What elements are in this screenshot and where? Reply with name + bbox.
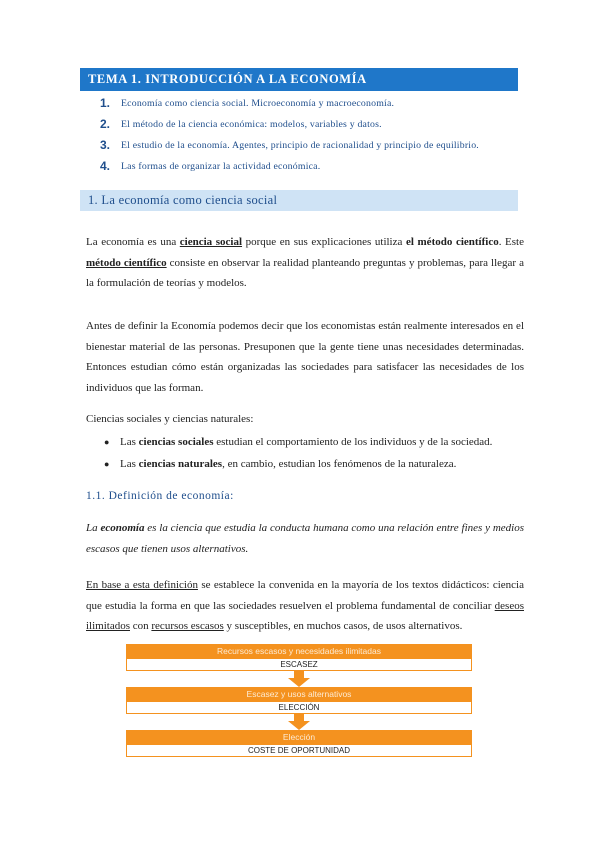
text-run: y susceptibles, en muchos casos, de usos alternativos. [223, 620, 463, 632]
text-run: Las [120, 458, 139, 470]
text-run: La [86, 522, 101, 534]
diagram-step-label: Elección [126, 730, 472, 744]
down-arrow-icon [126, 671, 472, 687]
term-scientific-method-underlined: método científico [86, 256, 167, 269]
toc-text: Las formas de organizar la actividad económica. [121, 161, 321, 172]
term-social-science: ciencia social [179, 236, 243, 248]
toc-number: 1. [100, 96, 111, 110]
section-heading: 1. La economía como ciencia social [80, 190, 518, 211]
text-run: . Este [498, 236, 524, 248]
text-run: porque en sus explicaciones utiliza [242, 236, 406, 248]
text-run: se establece la convenida en la mayoría de los textos didácticos: ciencia que estudia la forma en que las sociedades resuelven el problema fundamental de conciliar [86, 579, 524, 612]
bullet-icon: ● [104, 437, 110, 447]
definition-paragraph [86, 518, 524, 559]
scarcity-flow-diagram [126, 644, 472, 757]
toc-text: Economía como ciencia social. Microeconomía y macroeconomía. [121, 98, 395, 109]
list-item [104, 453, 524, 475]
paragraph-social-science [86, 232, 524, 294]
paragraph-sciences-intro: Ciencias sociales y ciencias naturales: [86, 413, 254, 425]
diagram-step-label: Recursos escasos y necesidades ilimitadas [126, 644, 472, 658]
toc-item [100, 139, 520, 160]
diagram-step-result: ESCASEZ [126, 658, 472, 671]
list-text [120, 453, 456, 475]
text-run: es la ciencia que estudia la conducta humana como una relación entre fines y medios escasos que tienen usos alternativos. [86, 522, 524, 555]
sciences-list [104, 431, 524, 475]
toc-number: 3. [100, 138, 111, 152]
toc-text: El estudio de la economía. Agentes, principio de racionalidad y principio de equilibrio. [121, 140, 479, 151]
toc-text: El método de la ciencia económica: modelos, variables y datos. [121, 119, 382, 130]
term-scientific-method: el método científico [405, 236, 499, 248]
term-unlimited-wants: deseos ilimitados [86, 599, 524, 632]
toc-item [100, 118, 520, 139]
term-bold: ciencias naturales [138, 458, 223, 470]
list-item [104, 431, 524, 453]
toc-number: 2. [100, 117, 111, 131]
text-run: , en cambio, estudian los fenómenos de la naturaleza. [222, 458, 457, 470]
paragraph-definition-basis [86, 575, 524, 637]
text-run: consiste en observar la realidad planteando preguntas y problemas, para llegar a la formulación de teorías y modelos. [86, 256, 524, 289]
subsection-heading: 1.1. Definición de economía: [86, 490, 234, 502]
bullet-icon: ● [104, 459, 110, 469]
text-run: La economía es una [86, 236, 180, 248]
table-of-contents [100, 97, 520, 181]
term-scarce-resources: recursos escasos [151, 620, 224, 632]
toc-item [100, 97, 520, 118]
diagram-step-label: Escasez y usos alternativos [126, 687, 472, 701]
diagram-step-result: COSTE DE OPORTUNIDAD [126, 744, 472, 757]
term-bold: ciencias sociales [138, 436, 214, 448]
diagram-step-result: ELECCIÓN [126, 701, 472, 714]
text-run: En base a esta definición [86, 579, 198, 591]
text-run: estudian el comportamiento de los individuos y de la sociedad. [213, 436, 493, 448]
text-run: Las [120, 436, 139, 448]
toc-item [100, 160, 520, 181]
list-text [120, 431, 492, 453]
toc-number: 4. [100, 159, 111, 173]
text-run: con [130, 620, 152, 632]
term-economy: economía [100, 522, 145, 534]
down-arrow-icon [126, 714, 472, 730]
paragraph-wellbeing: Antes de definir la Economía podemos decir que los economistas están realmente interesados en el bienestar material de las personas. Presuponen que la gente tiene unas necesidades determinadas. Entonces estudian cómo están organizadas las sociedades para satisfacer las necesidades de los individuos que las forman. [86, 320, 524, 394]
chapter-title: TEMA 1. INTRODUCCIÓN A LA ECONOMÍA [80, 68, 518, 91]
